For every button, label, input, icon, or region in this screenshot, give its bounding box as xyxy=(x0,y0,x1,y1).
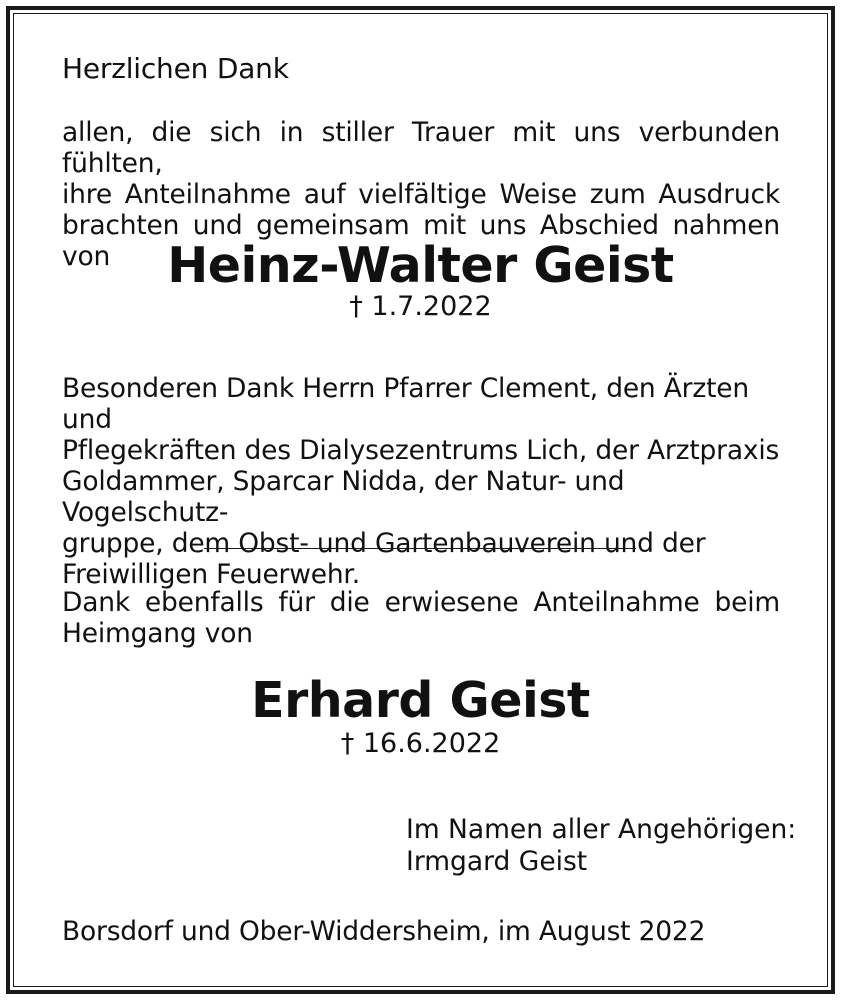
intro-line: ihre Anteilnahme auf vielfältige Weise zum Ausdruck xyxy=(62,179,780,210)
additional-thanks-paragraph xyxy=(62,587,780,649)
thanks-line: Pflegekräften des Dialysezentrums Lich, der Arztpraxis xyxy=(62,435,780,466)
additional-thanks-line: Dank ebenfalls für die erwiesene Anteilnahme beim xyxy=(62,587,780,618)
heading: Herzlichen Dank xyxy=(62,52,289,85)
deceased-primary-name: Heinz-Walter Geist xyxy=(167,237,674,294)
special-thanks-paragraph xyxy=(62,373,780,590)
intro-line: brachten und gemeinsam mit uns Abschied nahmen von xyxy=(62,210,780,272)
additional-thanks-line: Heimgang von xyxy=(62,618,253,649)
thanks-line: Besonderen Dank Herrn Pfarrer Clement, den Ärzten und xyxy=(62,373,749,435)
deceased-secondary-name: Erhard Geist xyxy=(251,672,590,729)
deceased-primary-death-date: † 1.7.2022 xyxy=(349,291,492,322)
signature-block xyxy=(406,814,806,878)
thanks-line: Freiwilligen Feuerwehr. xyxy=(62,559,360,590)
divider-line xyxy=(204,548,636,549)
place-and-date: Borsdorf und Ober-Widdersheim, im August 2022 xyxy=(62,916,706,947)
intro-line: allen, die sich in stiller Trauer mit uns verbunden fühlten, xyxy=(62,117,780,179)
thanks-line: gruppe, dem Obst- und Gartenbauverein und der xyxy=(62,528,706,559)
thanks-line: Goldammer, Sparcar Nidda, der Natur- und Vogelschutz- xyxy=(62,466,625,528)
signature-name: Irmgard Geist xyxy=(406,846,588,877)
deceased-secondary-death-date: † 16.6.2022 xyxy=(340,728,501,759)
signature-line: Im Namen aller Angehörigen: xyxy=(406,814,797,845)
